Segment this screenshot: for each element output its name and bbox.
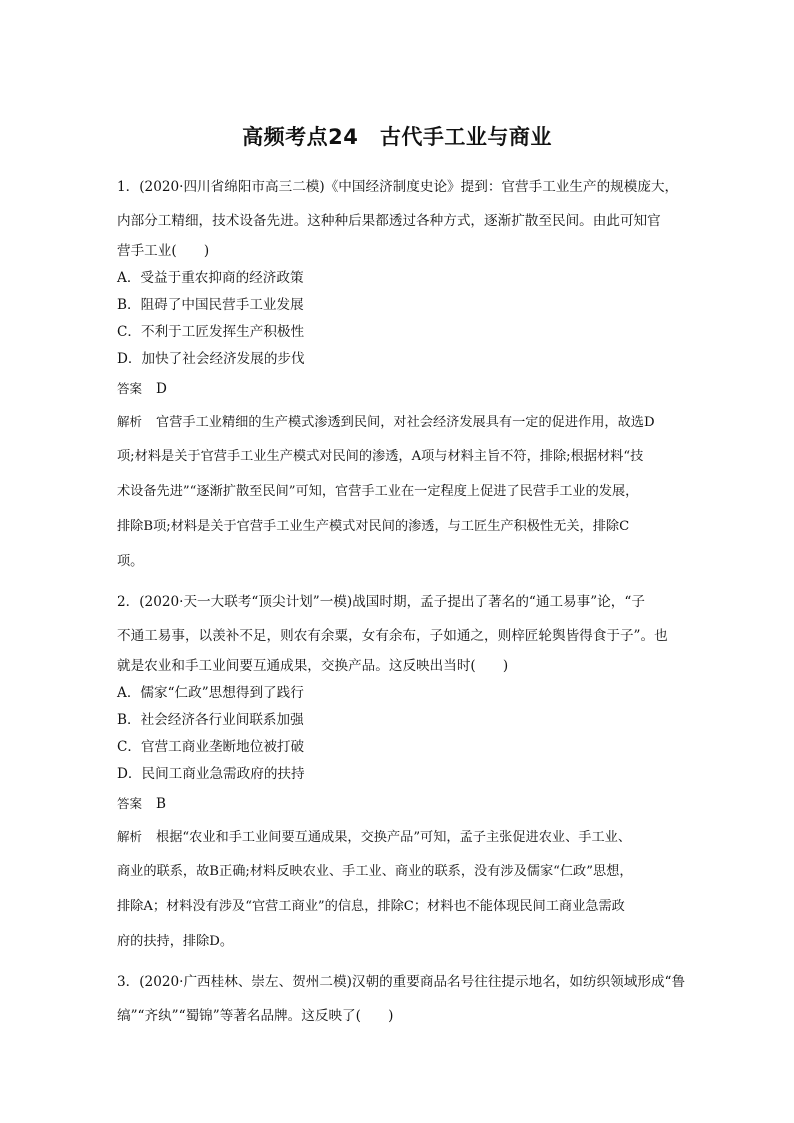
- question-2-option-d: D．民间工商业急需政府的扶持: [117, 766, 305, 782]
- question-list: [117, 170, 686, 1033]
- answer-value: D: [156, 381, 167, 397]
- question-2-option-c: C．官营工商业垄断地位被打破: [117, 739, 305, 755]
- question-2-answer: [117, 788, 683, 819]
- question-1-stem-line-2: 内部分工精细，技术设备先进。这种种后果都透过各种方式，逐渐扩散至民间。由此可知官: [117, 213, 661, 229]
- analysis-text: 根据“农业和手工业间要互通成果，交换产品”可知，孟子主张促进农业、手工业、: [156, 830, 632, 845]
- analysis-line: 术设备先进”“逐渐扩散至民间”可知，官营手工业在一定程度上促进了民营手工业的发展，: [117, 484, 639, 499]
- question-2-analysis: [117, 819, 683, 959]
- question-2: [117, 585, 683, 959]
- question-3: [117, 965, 686, 1033]
- analysis-line: 排除A；材料没有涉及“官营工商业”的信息，排除C；材料也不能体现民间工商业急需政: [117, 899, 625, 914]
- answer-label: 答案: [117, 796, 143, 811]
- answer-label: 答案: [117, 381, 143, 396]
- question-3-stem-line-2: 缟”“齐纨”“蜀锦”等著名品牌。这反映了( ): [117, 1008, 394, 1024]
- question-1-option-b: B．阻碍了中国民营手工业发展: [117, 297, 304, 313]
- page-title: 高频考点24 古代手工业与商业: [242, 125, 552, 149]
- question-2-stem-line-1: 2．(2020·天一大联考“顶尖计划”一模)战国时期，孟子提出了著名的“通工易事”论，“子: [117, 594, 645, 610]
- question-3-stem-line-1: 3．(2020·广西桂林、崇左、贺州二模)汉朝的重要商品名号往往提示地名，如纺织领域形成“鲁: [117, 974, 686, 990]
- question-2-option-b: B．社会经济各行业间联系加强: [117, 712, 304, 728]
- question-2-option-a: A．儒家“仁政”思想得到了践行: [117, 685, 304, 701]
- analysis-line: 项。: [117, 554, 144, 569]
- question-1-option-a: A．受益于重农抑商的经济政策: [117, 270, 304, 286]
- analysis-line: [117, 819, 683, 854]
- question-1-stem-line-1: 1．(2020·四川省绵阳市高三二模)《中国经济制度史论》提到：官营手工业生产的规模庞大，: [117, 179, 679, 195]
- analysis-line: [117, 404, 683, 439]
- question-1-option-c: C．不利于工匠发挥生产积极性: [117, 324, 305, 340]
- analysis-line: 商业的联系，故B正确;材料反映农业、手工业、商业的联系，没有涉及儒家“仁政”思想，: [117, 864, 633, 879]
- question-2-stem-line-2: 不通工易事，以羡补不足，则农有余粟，女有余布，子如通之，则梓匠轮舆皆得食于子”。也: [117, 628, 668, 644]
- question-1-stem-line-3: 营手工业( ): [117, 243, 210, 259]
- analysis-line: 项;材料是关于官营手工业生产模式对民间的渗透，A项与材料主旨不符，排除;根据材料“技: [117, 449, 644, 464]
- analysis-label: 解析: [117, 414, 143, 429]
- analysis-line: 排除B项;材料是关于官营手工业生产模式对民间的渗透，与工匠生产积极性无关，排除C: [117, 519, 630, 534]
- question-2-stem-line-3: 就是农业和手工业间要互通成果，交换产品。这反映出当时( ): [117, 658, 509, 674]
- question-1-analysis: [117, 404, 683, 579]
- question-1-answer: [117, 373, 683, 404]
- analysis-line: 府的扶持，排除D。: [117, 934, 234, 949]
- analysis-text: 官营手工业精细的生产模式渗透到民间，对社会经济发展具有一定的促进作用，故选D: [156, 415, 655, 430]
- answer-value: B: [156, 796, 167, 812]
- analysis-label: 解析: [117, 829, 143, 844]
- question-1: [117, 170, 683, 579]
- question-1-option-d: D．加快了社会经济发展的步伐: [117, 351, 305, 367]
